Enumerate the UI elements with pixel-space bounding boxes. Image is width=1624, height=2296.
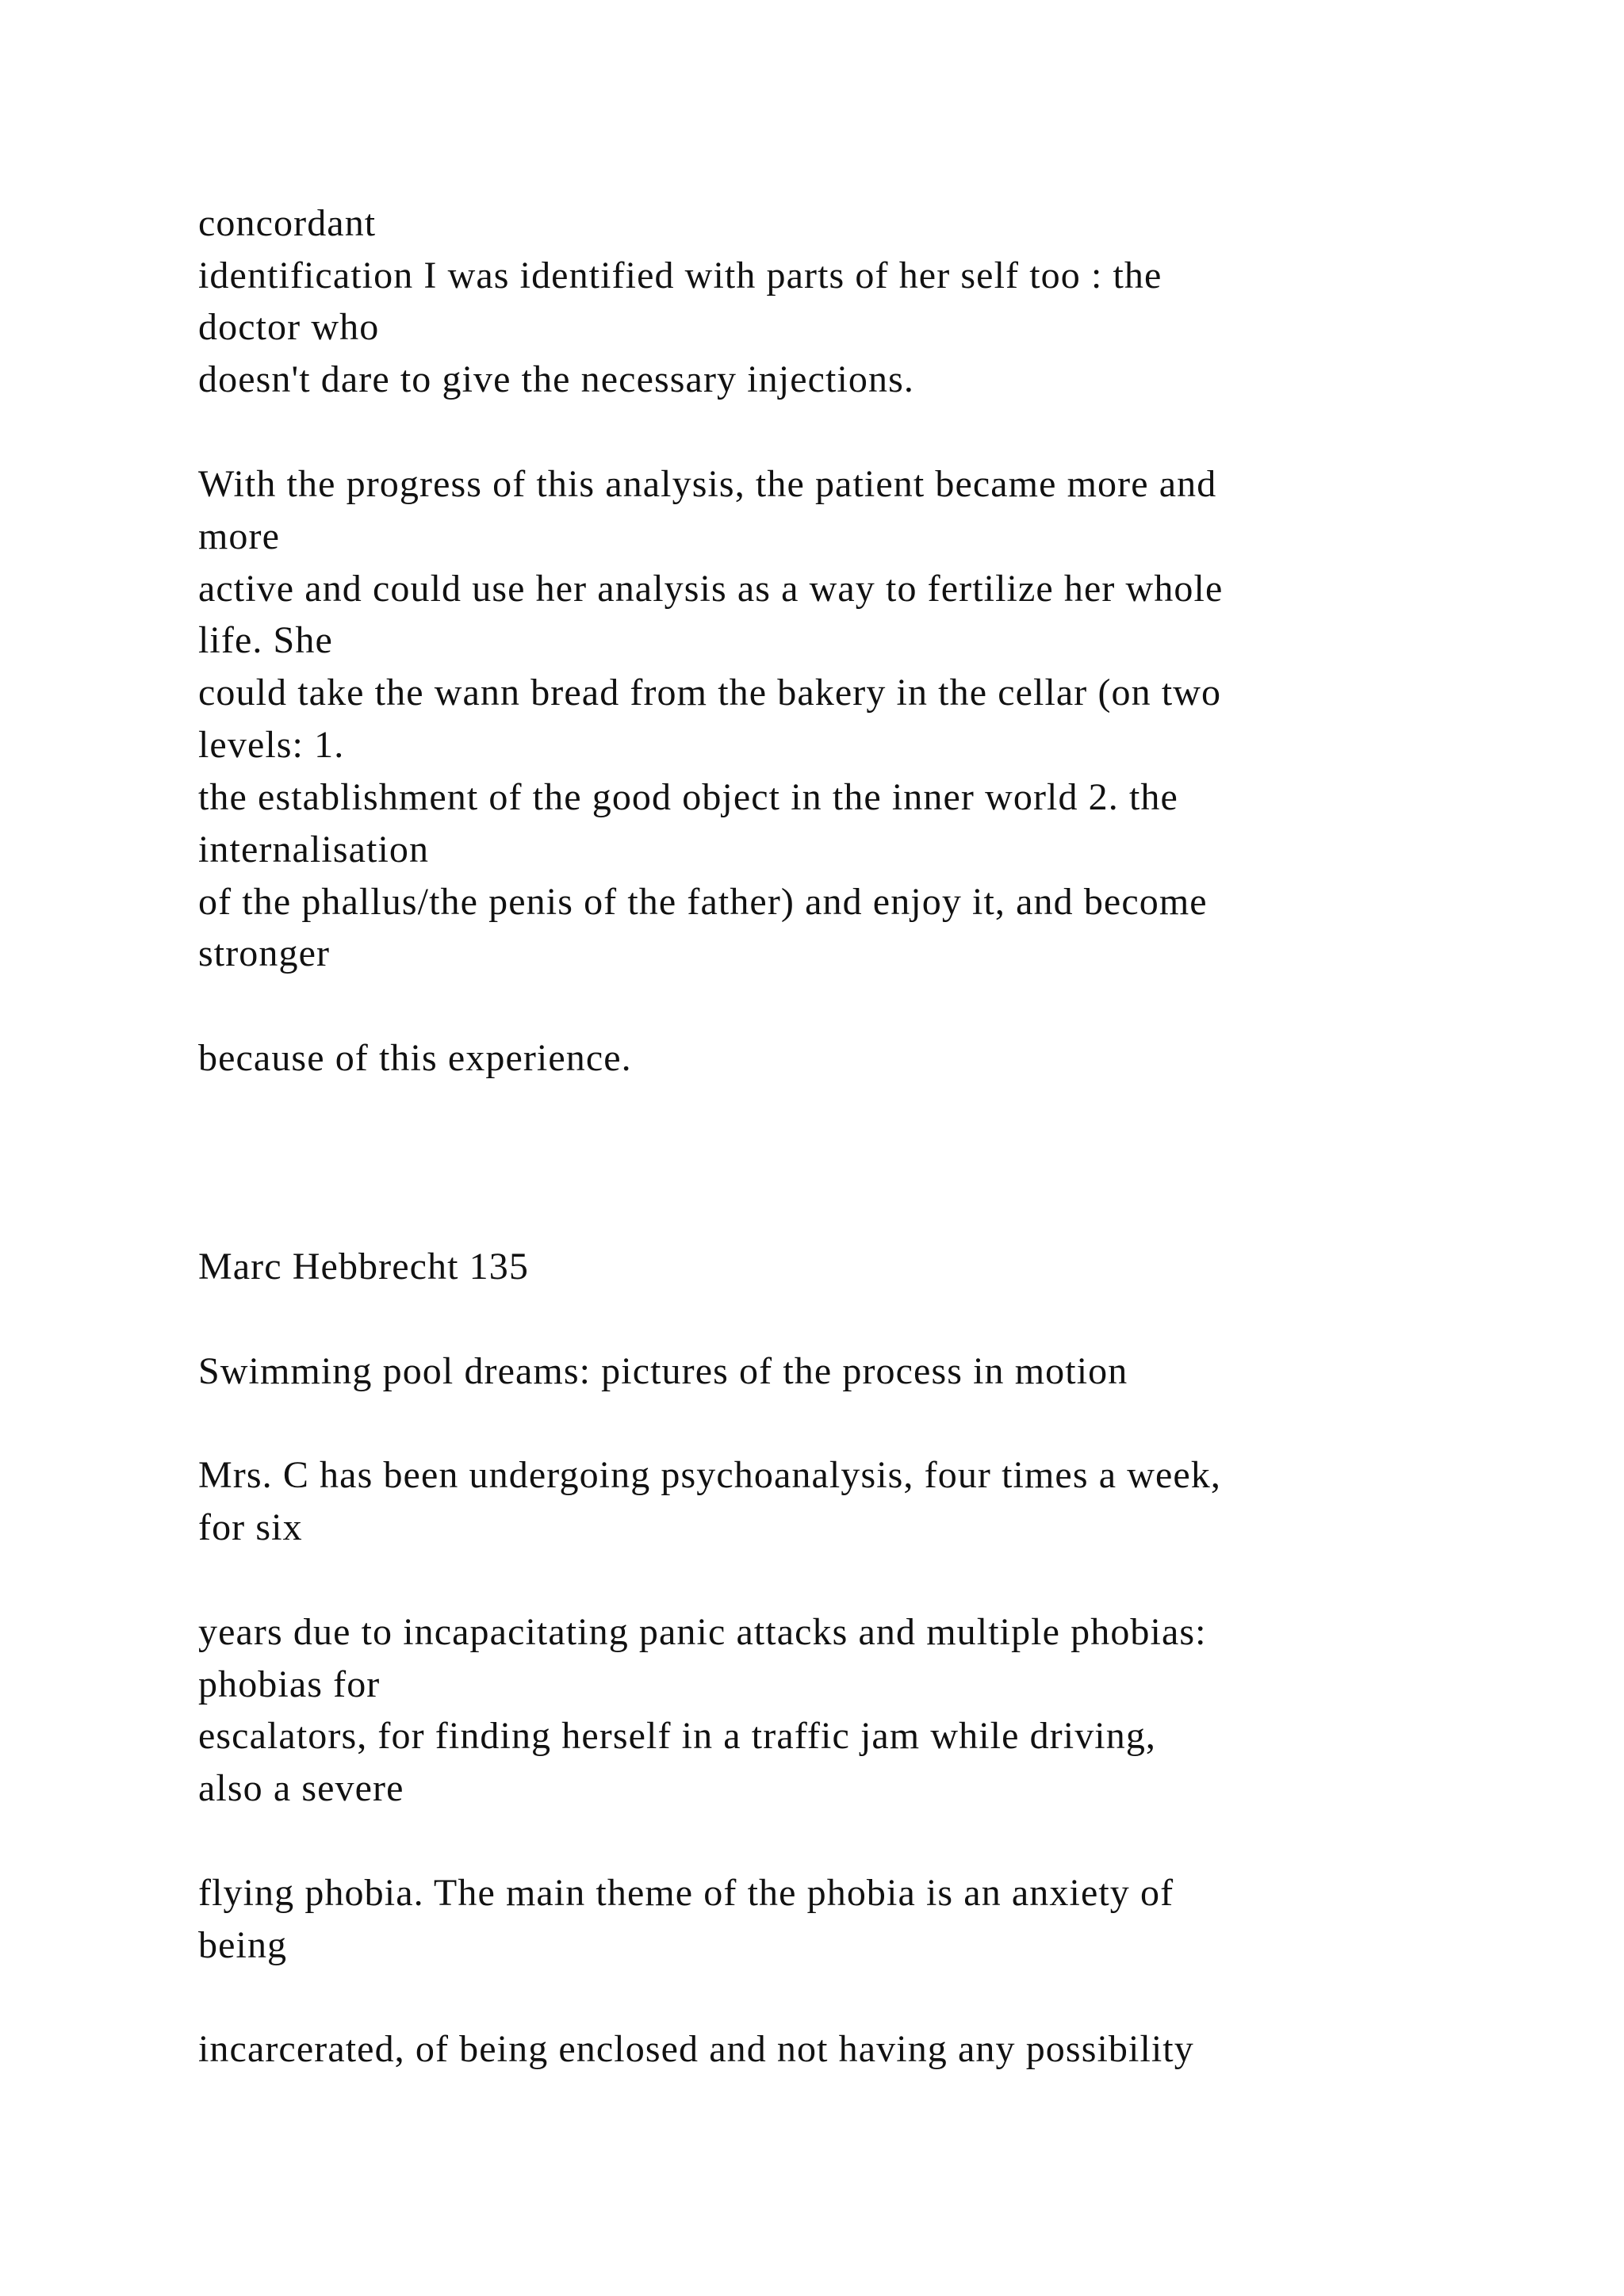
text-line: life. She: [198, 619, 333, 661]
text-line: incarcerated, of being enclosed and not having any possibility: [198, 2028, 1194, 2070]
text-line: for six: [198, 1506, 303, 1548]
text-line: active and could use her analysis as a way to fertilize her whole: [198, 568, 1224, 610]
text-line: doesn't dare to give the necessary injections.: [198, 358, 914, 400]
text-line: stronger: [198, 932, 331, 974]
text-line: Mrs. C has been undergoing psychoanalysis, four times a week,: [198, 1454, 1221, 1496]
text-line: the establishment of the good object in the inner world 2. the: [198, 776, 1178, 818]
text-line: more: [198, 515, 281, 557]
text-line: With the progress of this analysis, the patient became more and: [198, 463, 1217, 505]
text-line: because of this experience.: [198, 1037, 632, 1079]
text-line: internalisation: [198, 828, 430, 871]
text-line: could take the wann bread from the bakery in the cellar (on two: [198, 672, 1222, 714]
text-line: escalators, for finding herself in a traffic jam while driving,: [198, 1715, 1157, 1757]
text-line: years due to incapacitating panic attacks and multiple phobias:: [198, 1611, 1207, 1653]
section-heading: Swimming pool dreams: pictures of the process in motion: [198, 1350, 1128, 1392]
text-line: phobias for: [198, 1663, 381, 1705]
text-line: doctor who: [198, 306, 380, 348]
text-line: flying phobia. The main theme of the phobia is an anxiety of: [198, 1872, 1174, 1914]
text-line: concordant: [198, 202, 377, 244]
text-line: being: [198, 1924, 288, 1966]
running-header: Marc Hebbrecht 135: [198, 1246, 529, 1288]
text-line: levels: 1.: [198, 724, 345, 766]
text-line: of the phallus/the penis of the father) and enjoy it, and become: [198, 881, 1208, 923]
text-line: identification I was identified with parts of her self too : the: [198, 254, 1162, 297]
text-line: also a severe: [198, 1767, 404, 1809]
